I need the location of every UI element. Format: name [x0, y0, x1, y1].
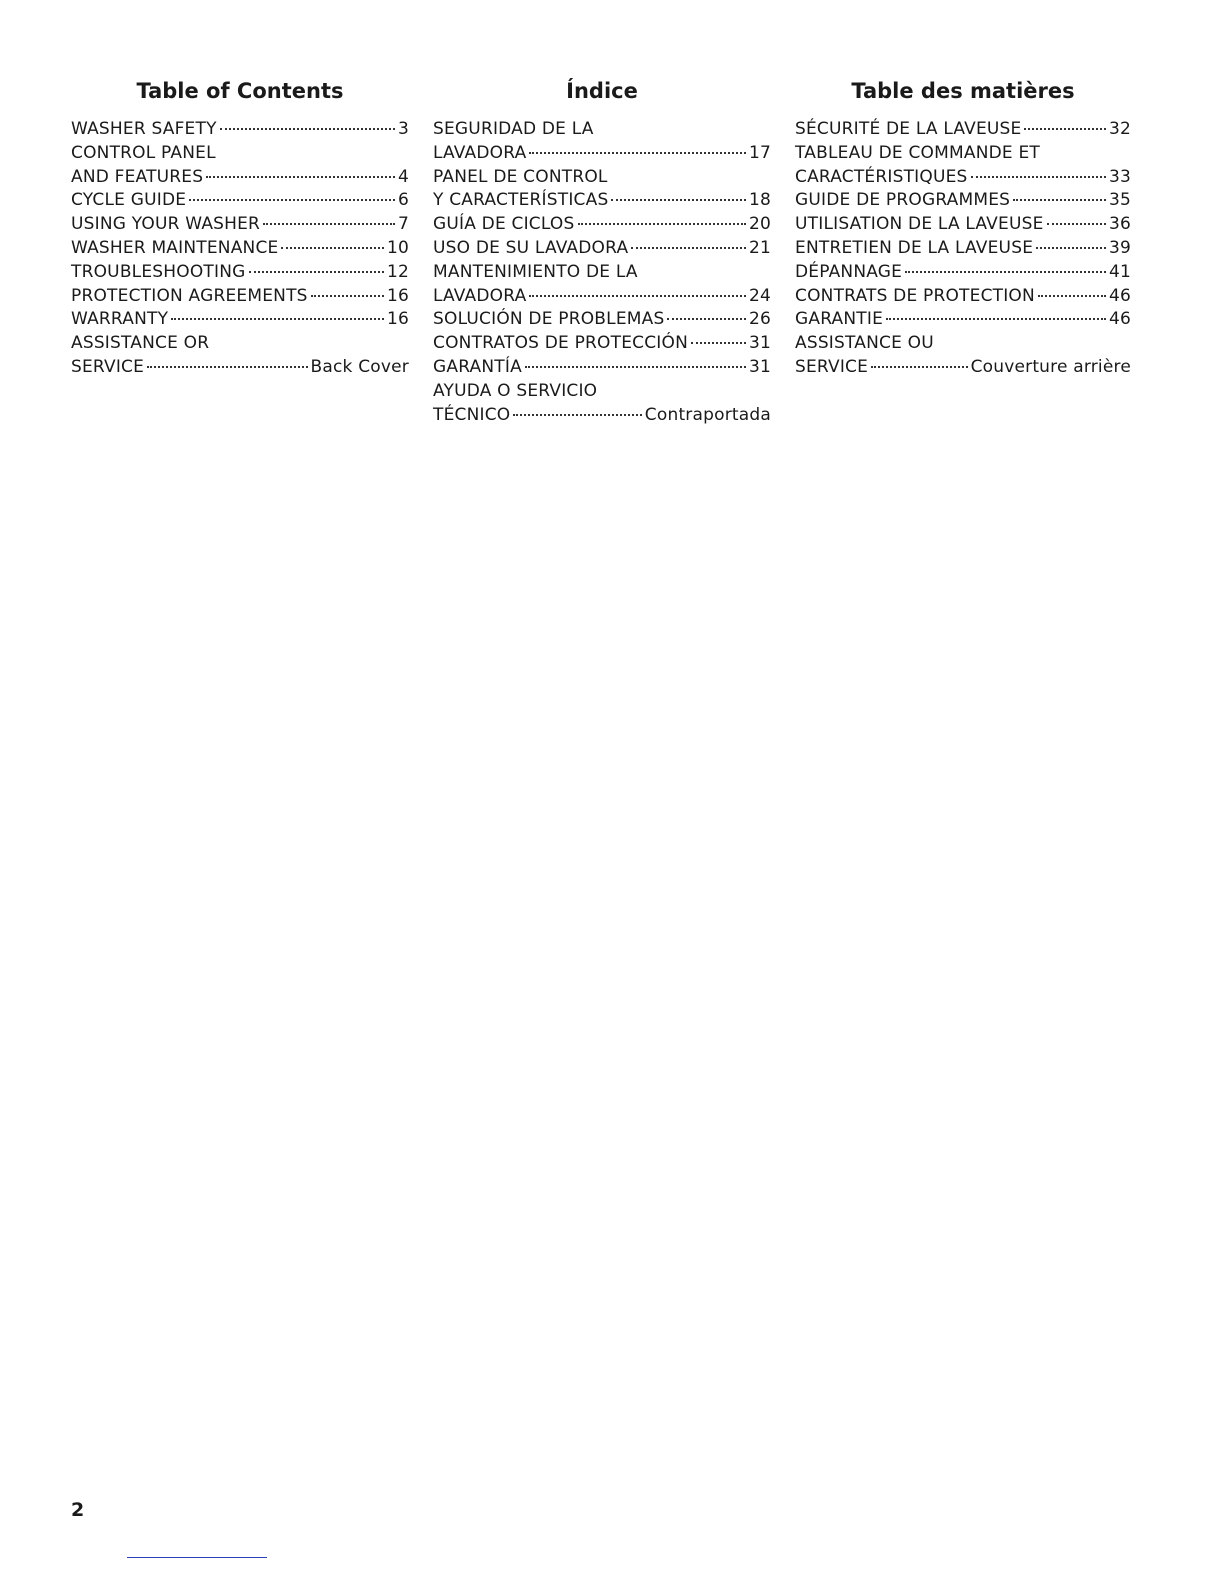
toc-entries-english	[71, 118, 409, 380]
toc-entry-line	[795, 142, 1131, 166]
toc-entry	[433, 308, 771, 332]
toc-page-ref: 31	[748, 356, 771, 377]
toc-entry-line	[433, 189, 771, 213]
toc-entry-text: AYUDA O SERVICIO	[433, 380, 598, 401]
toc-entry-text: ASSISTANCE OU	[795, 333, 934, 354]
toc-entry-text: CONTRATOS DE PROTECCIÓN	[433, 333, 689, 354]
toc-entry-text: LAVADORA	[433, 142, 527, 163]
toc-page-ref: 4	[397, 166, 409, 187]
toc-entry-text: WARRANTY	[71, 309, 169, 330]
dot-leader	[971, 176, 1106, 178]
toc-entry-text: TROUBLESHOOTING	[71, 261, 246, 282]
toc-entry	[795, 142, 1131, 190]
dot-leader	[147, 366, 307, 368]
toc-entry-line	[433, 332, 771, 356]
dot-leader	[691, 342, 746, 344]
toc-entry-line	[71, 142, 409, 166]
toc-entry	[71, 189, 409, 213]
toc-entry-text: Y CARACTERÍSTICAS	[433, 190, 609, 211]
dot-leader	[871, 366, 967, 368]
toc-entry-text: USO DE SU LAVADORA	[433, 237, 629, 258]
dot-leader	[189, 199, 395, 201]
toc-entry-text: WASHER SAFETY	[71, 119, 217, 139]
toc-entry-line	[71, 308, 409, 332]
toc-page-ref: 17	[748, 142, 771, 163]
toc-entry-line	[795, 166, 1131, 190]
dot-leader	[631, 247, 746, 249]
toc-entry-text: DÉPANNAGE	[795, 261, 903, 282]
toc-entry-line	[433, 308, 771, 332]
toc-entry	[795, 213, 1131, 237]
dot-leader	[1047, 223, 1106, 225]
toc-entry-line	[71, 356, 409, 380]
toc-entry	[433, 380, 771, 428]
toc-entry-text: LAVADORA	[433, 285, 527, 306]
toc-entry-line	[795, 356, 1131, 380]
dot-leader	[905, 271, 1106, 273]
toc-entry-text: SÉCURITÉ DE LA LAVEUSE	[795, 119, 1022, 139]
dot-leader	[206, 176, 395, 178]
toc-page-ref: 39	[1108, 237, 1131, 258]
toc-entry-line	[433, 166, 771, 190]
toc-entry-text: ASSISTANCE OR	[71, 333, 210, 354]
toc-page-ref: 46	[1108, 285, 1131, 306]
toc-page-ref: 12	[386, 261, 409, 282]
toc-entry-text: AND FEATURES	[71, 166, 204, 187]
toc-entry	[71, 213, 409, 237]
toc-entry-line	[71, 332, 409, 356]
toc-entry-text: SOLUCIÓN DE PROBLEMAS	[433, 309, 665, 330]
toc-page-ref: 21	[748, 237, 771, 258]
dot-leader	[513, 414, 641, 416]
toc-entry	[433, 356, 771, 380]
toc-entry	[795, 332, 1131, 380]
toc-entry-line	[71, 189, 409, 213]
toc-entry-line	[795, 285, 1131, 309]
toc-entry-text: SERVICE	[71, 356, 145, 377]
toc-entry-text: PANEL DE CONTROL	[433, 166, 608, 187]
toc-entry	[795, 189, 1131, 213]
dot-leader	[281, 247, 383, 249]
dot-leader	[1013, 199, 1106, 201]
toc-entry-line	[795, 213, 1131, 237]
toc-entry-line	[71, 213, 409, 237]
toc-entry	[795, 118, 1131, 142]
toc-entry-text: GARANTÍA	[433, 356, 522, 377]
toc-page-ref: 6	[397, 190, 409, 211]
toc-entry	[71, 308, 409, 332]
toc-page-ref: 16	[386, 285, 409, 306]
toc-entry-text: GUÍA DE CICLOS	[433, 214, 575, 235]
toc-entry-text: UTILISATION DE LA LAVEUSE	[795, 214, 1044, 235]
toc-entry-line	[71, 261, 409, 285]
toc-entry-line	[71, 166, 409, 190]
dot-leader	[311, 295, 384, 297]
toc-entry-line	[433, 380, 771, 404]
toc-entry	[795, 261, 1131, 285]
toc-page-ref: Couverture arrière	[970, 356, 1131, 377]
toc-entry	[71, 142, 409, 190]
dot-leader	[263, 223, 395, 225]
dot-leader	[171, 318, 384, 320]
toc-entry-text: MANTENIMIENTO DE LA	[433, 261, 638, 282]
toc-entry	[433, 332, 771, 356]
toc-entry-line	[433, 356, 771, 380]
toc-page-ref: 16	[386, 309, 409, 330]
toc-title-spanish: Índice	[566, 79, 638, 103]
toc-entry	[433, 237, 771, 261]
toc-column-spanish	[433, 76, 771, 427]
toc-entry-line	[433, 237, 771, 261]
toc-entry	[433, 118, 771, 166]
toc-entry-text: SERVICE	[795, 356, 869, 377]
toc-entry	[433, 166, 771, 214]
toc-entry-text: GARANTIE	[795, 309, 884, 330]
toc-page-ref: 41	[1108, 261, 1131, 282]
dot-leader	[529, 295, 746, 297]
toc-page-ref: 35	[1108, 190, 1131, 211]
toc-entry-line	[71, 118, 409, 142]
dot-leader	[1036, 247, 1106, 249]
toc-entry-text: CYCLE GUIDE	[71, 190, 187, 211]
toc-entry-text: CARACTÉRISTIQUES	[795, 166, 968, 187]
toc-page-ref: 33	[1108, 166, 1131, 187]
toc-page-ref: Contraportada	[644, 404, 771, 425]
toc-entry-line	[795, 261, 1131, 285]
toc-page-ref: 10	[386, 237, 409, 258]
toc-entry-line	[795, 189, 1131, 213]
dot-leader	[886, 318, 1106, 320]
toc-entry-text: PROTECTION AGREEMENTS	[71, 285, 308, 306]
toc-page-ref: 36	[1108, 214, 1131, 235]
toc-entry-text: GUIDE DE PROGRAMMES	[795, 190, 1011, 211]
toc-page-ref: 7	[397, 214, 409, 235]
toc-entry-line	[433, 213, 771, 237]
toc-entry-text: USING YOUR WASHER	[71, 214, 261, 235]
toc-title-english: Table of Contents	[136, 79, 344, 103]
toc-entry	[433, 213, 771, 237]
toc-page-ref: 26	[748, 309, 771, 330]
toc-entry-text: ENTRETIEN DE LA LAVEUSE	[795, 237, 1034, 258]
dot-leader	[249, 271, 384, 273]
toc-entry	[795, 237, 1131, 261]
toc-entry-line	[795, 308, 1131, 332]
dot-leader	[525, 366, 746, 368]
toc-entry	[795, 285, 1131, 309]
toc-entry	[795, 308, 1131, 332]
toc-entries-french	[795, 118, 1131, 380]
toc-page-ref: 24	[748, 285, 771, 306]
toc-page-ref: 18	[748, 190, 771, 211]
dot-leader	[611, 199, 746, 201]
toc-column-english	[71, 76, 409, 380]
toc-entry-line	[71, 237, 409, 261]
dot-leader	[1024, 128, 1105, 130]
toc-entry	[71, 237, 409, 261]
toc-entry	[71, 332, 409, 380]
dot-leader	[667, 318, 745, 320]
toc-entry-line	[795, 118, 1131, 142]
footer-rule	[127, 1557, 267, 1558]
toc-entry-line	[433, 404, 771, 428]
toc-entry-text: CONTROL PANEL	[71, 142, 216, 163]
toc-entry-text: WASHER MAINTENANCE	[71, 237, 279, 258]
toc-entry	[71, 261, 409, 285]
toc-entry-line	[433, 118, 771, 142]
toc-entry-text: CONTRATS DE PROTECTION	[795, 285, 1035, 306]
toc-title-french: Table des matières	[851, 79, 1075, 103]
toc-entry-line	[433, 285, 771, 309]
toc-entry	[433, 261, 771, 309]
dot-leader	[578, 223, 746, 225]
toc-page-ref: 46	[1108, 309, 1131, 330]
toc-entries-spanish	[433, 118, 771, 427]
toc-entry-line	[433, 142, 771, 166]
toc-page-ref: 31	[748, 333, 771, 354]
toc-entry	[71, 285, 409, 309]
toc-page-ref: 3	[397, 119, 409, 139]
toc-page-ref: 32	[1108, 119, 1131, 139]
toc-page-ref: 20	[748, 214, 771, 235]
dot-leader	[220, 128, 395, 130]
toc-entry	[71, 118, 409, 142]
toc-entry-text: TABLEAU DE COMMANDE ET	[795, 142, 1040, 163]
page-number: 2	[71, 1499, 85, 1521]
toc-entry-line	[795, 332, 1131, 356]
toc-entry-line	[71, 285, 409, 309]
dot-leader	[1038, 295, 1106, 297]
toc-entry-line	[433, 261, 771, 285]
dot-leader	[529, 152, 746, 154]
toc-column-french	[795, 76, 1131, 380]
toc-entry-text: SEGURIDAD DE LA	[433, 119, 594, 139]
toc-page-ref: Back Cover	[310, 356, 409, 377]
toc-entry-text: TÉCNICO	[433, 404, 511, 425]
toc-entry-line	[795, 237, 1131, 261]
